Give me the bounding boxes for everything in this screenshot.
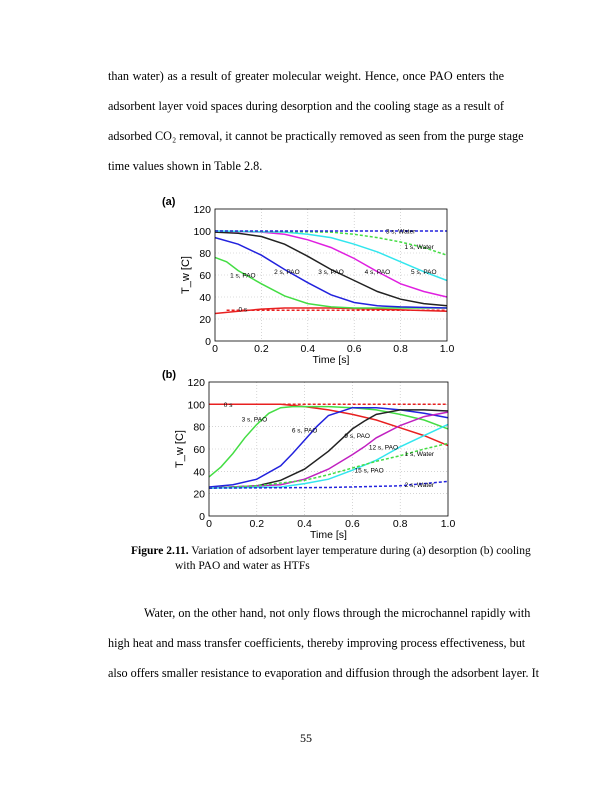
x-tick-label: 0.6 bbox=[345, 518, 360, 530]
x-tick-label: 0.6 bbox=[346, 343, 362, 355]
y-tick-label: 40 bbox=[199, 292, 211, 304]
series-annotation: 2 s, Water bbox=[404, 482, 435, 490]
x-tick-label: 0.8 bbox=[392, 518, 408, 530]
x-tick-label: 0.2 bbox=[249, 518, 265, 530]
x-tick-label: 1.0 bbox=[439, 343, 455, 355]
x-tick-label: 0 bbox=[212, 343, 218, 355]
body-text-line: Water, on the other hand, not only flows through the microchannel rapidly with bbox=[144, 606, 531, 620]
series-annotation: 15 s, PAO bbox=[354, 467, 384, 475]
x-tick-label: 1.0 bbox=[440, 518, 456, 530]
y-tick-label: 120 bbox=[187, 377, 205, 389]
series-line-4-s-pao bbox=[215, 228, 447, 297]
x-tick-label: 0.2 bbox=[254, 343, 269, 355]
body-text-line: than water) as a result of greater molecular weight. Hence, once PAO enters the bbox=[108, 69, 504, 83]
x-tick-label: 0.4 bbox=[297, 518, 312, 530]
panel-label: (a) bbox=[162, 196, 176, 208]
y-tick-label: 0 bbox=[205, 336, 211, 348]
series-annotation: 9 s, PAO bbox=[344, 433, 370, 441]
chart-a bbox=[160, 195, 460, 365]
y-tick-label: 60 bbox=[199, 270, 211, 282]
caption-label: Figure 2.11. bbox=[131, 545, 189, 557]
page-number: 55 bbox=[300, 731, 312, 745]
series-annotation: 3 s, PAO bbox=[318, 269, 344, 277]
chart-b bbox=[160, 365, 460, 550]
x-axis-label: Time [s] bbox=[312, 354, 350, 366]
series-line-1-s-pao bbox=[215, 257, 447, 308]
y-tick-label: 100 bbox=[193, 226, 211, 238]
series-annotation: 1 s, PAO bbox=[230, 272, 256, 280]
figure-caption bbox=[131, 545, 531, 557]
y-tick-label: 120 bbox=[193, 204, 211, 216]
series-annotation: 4 s, PAO bbox=[364, 269, 391, 277]
y-tick-label: 100 bbox=[187, 399, 205, 412]
y-axis-label: T_w [C] bbox=[180, 256, 192, 294]
series-annotation: 0 s bbox=[238, 306, 248, 314]
body-text-line: also offers smaller resistance to evaporation and diffusion through the adsorbent layer. It bbox=[108, 666, 540, 680]
series-annotation: 12 s, PAO bbox=[368, 444, 399, 452]
body-text-line: adsorbed CO₂ removal, it cannot be practically removed as seen from the purge stage bbox=[108, 129, 524, 143]
series-annotation: 1 s, Water bbox=[404, 450, 435, 458]
series-annotation: 5 s, PAO bbox=[411, 269, 437, 277]
panel-label: (b) bbox=[162, 369, 177, 381]
body-text-line: adsorbent layer void spaces during desorption and the cooling stage as a result of bbox=[108, 99, 504, 113]
y-tick-label: 80 bbox=[193, 421, 205, 434]
y-tick-label: 20 bbox=[199, 314, 211, 326]
caption-text: Variation of adsorbent layer temperature during (a) desorption (b) cooling bbox=[191, 545, 531, 557]
series-annotation: 3 s, Water bbox=[385, 228, 416, 236]
x-tick-label: 0.4 bbox=[300, 343, 316, 355]
y-tick-label: 20 bbox=[193, 488, 205, 501]
plot-frame bbox=[209, 382, 448, 516]
x-tick-label: 0.8 bbox=[393, 343, 408, 355]
body-text-line: time values shown in Table 2.8. bbox=[108, 159, 263, 173]
series-annotation: 1 s, Water bbox=[404, 243, 434, 251]
body-text-line: high heat and mass transfer coefficients, thereby improving process effectiveness, but bbox=[108, 636, 526, 650]
y-tick-label: 0 bbox=[199, 511, 205, 523]
y-tick-label: 40 bbox=[193, 466, 205, 479]
y-tick-label: 80 bbox=[199, 248, 211, 260]
y-axis-label: T_w [C] bbox=[174, 430, 186, 468]
caption-text-line2: with PAO and water as HTFs bbox=[175, 560, 310, 572]
x-axis-label: Time [s] bbox=[310, 529, 347, 541]
series-annotation: 0 s bbox=[223, 401, 233, 409]
series-annotation: 3 s, PAO bbox=[241, 416, 268, 424]
y-tick-label: 60 bbox=[193, 444, 205, 456]
series-annotation: 6 s, PAO bbox=[291, 427, 318, 435]
x-tick-label: 0 bbox=[206, 518, 212, 530]
series-annotation: 2 s, PAO bbox=[274, 269, 300, 277]
